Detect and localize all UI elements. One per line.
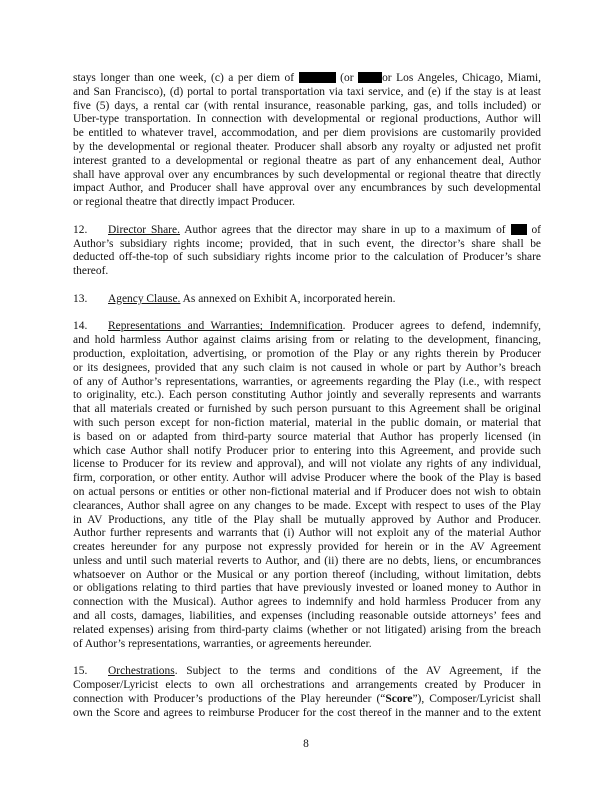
text-line [73, 238, 541, 252]
text-span: connection with Producer’s productions of the Play hereunder (“ [73, 692, 386, 705]
document-body [73, 72, 541, 720]
text-line [73, 251, 541, 265]
section-number: 12. [73, 223, 88, 236]
text-span: . Subject to the terms and conditions of the AV Agreement, if the [174, 665, 541, 678]
text-line [73, 320, 541, 334]
text-line [73, 445, 541, 459]
text-span: of Author’s representations, warranties, or agreements hereunder. [73, 637, 372, 650]
text-span: be entitled to whatever travel, accommodation, and per diem provisions are customarily provided [73, 127, 541, 140]
text-span: to originality, etc.). Each person constituting Author jointly and severally represents and warrants [73, 389, 541, 402]
text-span: by the developmental or regional theater. Producer shall absorb any royalty or adjusted net profit [73, 140, 541, 153]
text-line [73, 665, 541, 679]
text-line [73, 417, 541, 431]
text-span: of [526, 223, 541, 236]
text-span: whatsoever on Author or the Musical or any portion thereof (including, without limitation, debts [73, 568, 541, 581]
text-line [73, 72, 541, 86]
text-span: Author further represents and warrants that (i) Author will not exploit any of the material Author [73, 527, 541, 540]
text-line [73, 403, 541, 417]
text-line [73, 458, 541, 472]
text-line [73, 541, 541, 555]
text-span: shall have approval over any encumbrances by such developmental or regional theatre that directly [73, 168, 541, 181]
text-span: ”), Composer/Lyricist shall [412, 692, 541, 705]
text-span: Composer/Lyricist elects to own all orchestrations and arrangements created by Producer in [73, 679, 541, 692]
text-span: interest granted to a developmental or regional theatre as part of any enhancement deal, Author [73, 154, 541, 167]
section-heading: Representations and Warranties; Indemnification [108, 320, 343, 333]
text-span: creates hereunder for any purpose not expressly provided for herein or in the AV Agreement [73, 541, 541, 554]
text-line [73, 127, 541, 141]
text-span: license to Producer for its review and approval), and will not violate any rights of any individual, [73, 458, 541, 471]
text-line [73, 472, 541, 486]
text-span: thereof. [73, 265, 109, 278]
text-line [73, 707, 541, 721]
text-line [73, 265, 541, 279]
text-line [73, 638, 541, 652]
text-line [73, 486, 541, 500]
text-line [73, 693, 541, 707]
section-heading: Orchestrations [108, 665, 175, 678]
paragraph [73, 320, 541, 651]
text-line [73, 679, 541, 693]
section-heading: Director Share. [108, 223, 180, 236]
text-span: is based on or adapted from third-party source material that Author has properly licensed (in [73, 430, 541, 443]
text-span: Uber-type transportation. In connection with developmental or regional productions, Author will [73, 113, 541, 126]
defined-term: Score [385, 692, 413, 705]
text-line [73, 224, 541, 238]
text-span: Author’s subsidiary rights income; provided, that in such event, the director’s share shall be [73, 237, 541, 250]
text-line [73, 141, 541, 155]
text-span: clearances, Author shall agree on any changes to be made. Except with respect to uses of the Play [73, 499, 541, 512]
text-line [73, 100, 541, 114]
text-span: connection with the Musical). Author agrees to indemnify and hold harmless Producer from any [73, 596, 541, 609]
section-number: 15. [73, 665, 88, 678]
text-span: in AV Productions, any title of the Play shall be mutually approved by Author and Producer. [73, 513, 541, 526]
text-span: or obligations relating to third parties that have previously invested or loaned money to Author in [73, 582, 541, 595]
text-span: related expenses) arising from third-party claims (whether or not litigated) arising from the breach [73, 623, 541, 636]
text-line [73, 610, 541, 624]
text-span: and all costs, damages, liabilities, and expenses (including reasonable outside attorneys’ fees and [73, 610, 541, 623]
paragraph-spacer [73, 279, 541, 293]
text-span: impact Author, and Producer shall have approval over any encumbrances by such developmental [73, 182, 541, 195]
paragraph-spacer [73, 651, 541, 665]
section-number: 14. [73, 320, 88, 333]
text-span: five (5) days, a rental car (with rental insurance, reasonable parking, gas, and tolls included) or [73, 99, 541, 112]
text-line [73, 389, 541, 403]
text-line [73, 582, 541, 596]
text-line [73, 624, 541, 638]
text-line [73, 527, 541, 541]
text-span: on actual persons or entities or other non-fictional material and if Producer does not wish to obtain [73, 485, 541, 498]
paragraph [73, 293, 541, 307]
text-span: or Los Angeles, Chicago, Miami, [382, 72, 542, 84]
text-span: deducted off-the-top of such subsidiary rights income prior to the calculation of Producer’s share [73, 251, 541, 264]
text-line [73, 113, 541, 127]
text-line [73, 293, 541, 307]
text-line [73, 362, 541, 376]
paragraph [73, 72, 541, 210]
redaction-box [358, 72, 382, 83]
text-span: own the Score and agrees to reimburse Producer for the cost thereof in the manner and to the extent [73, 706, 541, 719]
text-span: As annexed on Exhibit A, incorporated herein. [180, 292, 396, 305]
text-span: unless and until such material reverts to Author, and (ii) there are no debts, liens, or encumbrances [73, 554, 541, 567]
redaction-box [511, 224, 527, 235]
section-heading: Agency Clause. [108, 292, 181, 305]
text-line [73, 596, 541, 610]
text-span: firm, corporation, or other entity. Author will advise Producer where the book of the Play is based [73, 472, 541, 485]
text-span: or regional theatre that directly impact Producer. [73, 196, 295, 209]
text-line [73, 514, 541, 528]
paragraph [73, 665, 541, 720]
text-span: which case Author shall notify Producer prior to entering into this Agreement, and provide such [73, 444, 541, 457]
text-line [73, 500, 541, 514]
text-line [73, 376, 541, 390]
text-line [73, 196, 541, 210]
text-line [73, 334, 541, 348]
text-span: with such person except for non-fiction material, material in the public domain, or material that [73, 416, 541, 429]
paragraph-spacer [73, 307, 541, 321]
text-span: and San Francisco), (d) portal to portal transportation via taxi service, and (e) if the stay is at least [73, 85, 541, 98]
text-span: production, exploitation, advertising, or promotion of the Play or any rights therein by Producer [73, 347, 541, 360]
text-span: stays longer than one week, (c) a per diem of [73, 72, 299, 84]
text-line [73, 569, 541, 583]
redaction-box [299, 72, 336, 83]
text-line [73, 169, 541, 183]
text-span: (or [335, 72, 359, 84]
text-span: . Producer agrees to defend, indemnify, [342, 320, 541, 333]
section-number: 13. [73, 292, 88, 305]
text-line [73, 348, 541, 362]
text-line [73, 155, 541, 169]
paragraph-spacer [73, 210, 541, 224]
text-line [73, 182, 541, 196]
text-span: that all materials created or furnished by such person pursuant to this Agreement shall be original [73, 403, 541, 416]
paragraph [73, 224, 541, 279]
text-span: and hold harmless Author against claims arising from or relating to the development, financing, [73, 334, 541, 347]
text-span: Author agrees that the director may share in up to a maximum of [179, 223, 511, 236]
page-number: 8 [303, 738, 309, 750]
text-span: or its designees, provided that any such claim is not caused in whole or part by Author’s breach [73, 361, 541, 374]
text-span: of any of Author’s representations, warranties, or agreements regarding the Play (i.e., with respect [73, 375, 541, 388]
text-line [73, 431, 541, 445]
text-line [73, 86, 541, 100]
text-line [73, 555, 541, 569]
